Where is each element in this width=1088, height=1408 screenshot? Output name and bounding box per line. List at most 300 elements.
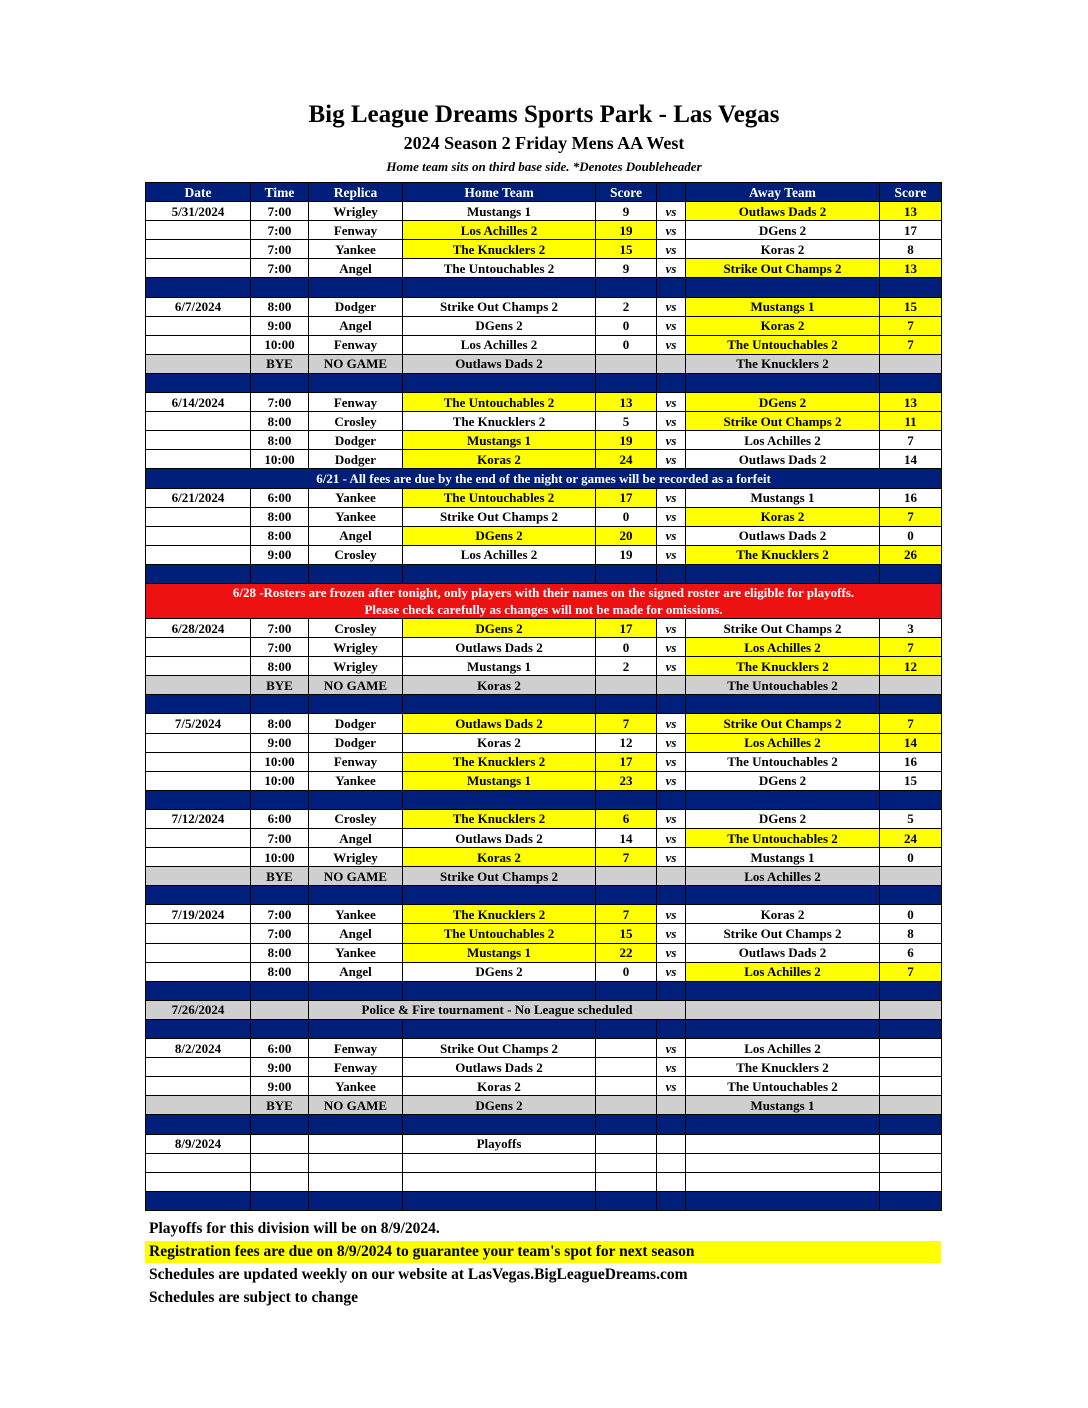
game-time: 7:00 [251,905,309,924]
separator-cell [657,790,686,809]
separator-cell [686,790,880,809]
game-time: BYE [251,354,309,373]
game-time: 8:00 [251,714,309,733]
game-field: Fenway [309,221,403,240]
home-team: Koras 2 [403,733,596,752]
empty-cell [657,1134,686,1153]
separator-cell [251,373,309,392]
game-row [146,848,942,867]
vs-label: vs [657,618,686,637]
schedule-table [145,182,942,1211]
game-row [146,202,942,221]
separator-cell [146,278,251,297]
away-team: Koras 2 [686,240,880,259]
separator-cell [596,790,657,809]
roster-alert [146,583,942,618]
away-team: Outlaws Dads 2 [686,943,880,962]
home-team: DGens 2 [403,618,596,637]
game-date [146,676,251,695]
game-time: 8:00 [251,297,309,316]
game-row [146,488,942,507]
separator-cell [251,981,309,1000]
game-date: 8/9/2024 [146,1134,251,1153]
home-score: 24 [596,450,657,469]
separator-cell [657,695,686,714]
away-score: 15 [880,297,942,316]
empty-cell [251,1153,309,1172]
separator-cell [403,886,596,905]
game-field: Wrigley [309,848,403,867]
game-field: Dodger [309,733,403,752]
game-time: 9:00 [251,1077,309,1096]
away-team: The Knucklers 2 [686,545,880,564]
game-field: Wrigley [309,638,403,657]
game-row [146,638,942,657]
separator-cell [309,1191,403,1210]
vs-label: vs [657,924,686,943]
away-score: 14 [880,450,942,469]
away-score: 8 [880,924,942,943]
away-team: Strike Out Champs 2 [686,924,880,943]
separator-row [146,981,942,1000]
game-field: Dodger [309,431,403,450]
separator-cell [251,1115,309,1134]
separator-cell [657,1019,686,1038]
game-field: Dodger [309,714,403,733]
home-team: Los Achilles 2 [403,545,596,564]
game-field: Crosley [309,618,403,637]
empty-cell [657,1096,686,1115]
game-row [146,316,942,335]
game-date [146,848,251,867]
separator-row [146,790,942,809]
empty-cell [251,1172,309,1191]
vs-label: vs [657,905,686,924]
home-score: 2 [596,297,657,316]
game-row [146,412,942,431]
game-row [146,240,942,259]
game-date [146,354,251,373]
game-date [146,526,251,545]
away-team: Los Achilles 2 [686,962,880,981]
game-field: Yankee [309,943,403,962]
vs-label: vs [657,507,686,526]
separator-cell [596,1191,657,1210]
home-score [596,1058,657,1077]
separator-row [146,695,942,714]
empty-cell [596,1172,657,1191]
home-team: DGens 2 [403,962,596,981]
game-field: Angel [309,526,403,545]
game-date [146,924,251,943]
away-team: DGens 2 [686,393,880,412]
home-score: 7 [596,848,657,867]
fee-notice: 6/21 - All fees are due by the end of the night or games will be recorded as a forfeit [146,469,942,488]
vs-label: vs [657,714,686,733]
home-score: 15 [596,240,657,259]
col-away-score: Score [880,183,942,202]
game-field: Crosley [309,545,403,564]
empty-cell [596,1134,657,1153]
empty-cell [657,676,686,695]
bye-team: Strike Out Champs 2 [403,867,596,886]
bye-team: Mustangs 1 [686,1096,880,1115]
separator-cell [146,1115,251,1134]
separator-cell [596,695,657,714]
home-team: Los Achilles 2 [403,335,596,354]
separator-row [146,1115,942,1134]
game-field: NO GAME [309,354,403,373]
away-team: Mustangs 1 [686,848,880,867]
separator-cell [657,981,686,1000]
home-score: 9 [596,202,657,221]
vs-label: vs [657,202,686,221]
separator-cell [309,981,403,1000]
separator-cell [309,564,403,583]
separator-cell [657,1115,686,1134]
home-score: 23 [596,771,657,790]
separator-cell [596,981,657,1000]
home-score: 2 [596,657,657,676]
separator-row [146,1191,942,1210]
separator-cell [309,886,403,905]
home-score: 13 [596,393,657,412]
separator-cell [880,695,942,714]
separator-cell [403,790,596,809]
game-field: Wrigley [309,657,403,676]
home-team: Strike Out Champs 2 [403,507,596,526]
game-row [146,297,942,316]
vs-label: vs [657,431,686,450]
playoff-label: Playoffs [403,1134,596,1153]
separator-cell [880,1019,942,1038]
vs-label: vs [657,526,686,545]
vs-label: vs [657,829,686,848]
game-row [146,1039,942,1058]
home-score: 12 [596,733,657,752]
home-score: 7 [596,905,657,924]
separator-cell [251,564,309,583]
separator-cell [880,981,942,1000]
game-time: 7:00 [251,618,309,637]
playoff-row [146,1134,942,1153]
separator-cell [686,1115,880,1134]
away-team: Strike Out Champs 2 [686,618,880,637]
game-time: 7:00 [251,829,309,848]
game-date [146,412,251,431]
away-score: 16 [880,752,942,771]
roster-alert-line1: 6/28 -Rosters are frozen after tonight, only players with their names on the signed roster are eligible for playoffs. [232,584,855,600]
home-score: 0 [596,507,657,526]
game-time: 6:00 [251,1039,309,1058]
vs-label: vs [657,259,686,278]
game-date [146,450,251,469]
empty-cell [880,867,942,886]
away-score: 17 [880,221,942,240]
separator-cell [146,373,251,392]
away-score: 15 [880,771,942,790]
game-time: 10:00 [251,771,309,790]
game-date [146,962,251,981]
vs-label: vs [657,240,686,259]
game-row [146,259,942,278]
game-time: 10:00 [251,848,309,867]
separator-cell [596,1019,657,1038]
away-score: 7 [880,431,942,450]
game-date [146,1058,251,1077]
away-team: DGens 2 [686,771,880,790]
vs-label: vs [657,638,686,657]
away-score: 7 [880,962,942,981]
separator-cell [309,1115,403,1134]
game-row [146,657,942,676]
vs-label: vs [657,316,686,335]
blank-row [146,1172,942,1191]
game-row [146,809,942,828]
home-score: 17 [596,488,657,507]
game-row [146,924,942,943]
separator-cell [880,790,942,809]
game-time: 7:00 [251,202,309,221]
game-time: 8:00 [251,507,309,526]
game-time: 8:00 [251,657,309,676]
away-team: Strike Out Champs 2 [686,412,880,431]
separator-cell [403,564,596,583]
separator-cell [403,1115,596,1134]
home-score: 0 [596,962,657,981]
home-score: 15 [596,924,657,943]
home-score [596,1039,657,1058]
home-score: 17 [596,618,657,637]
game-row [146,526,942,545]
away-team: Strike Out Champs 2 [686,714,880,733]
game-field: Angel [309,316,403,335]
game-row [146,905,942,924]
away-team: Outlaws Dads 2 [686,202,880,221]
game-time: 7:00 [251,638,309,657]
home-team: Outlaws Dads 2 [403,1058,596,1077]
game-date [146,335,251,354]
game-date [146,638,251,657]
separator-cell [686,1019,880,1038]
notice-row [146,469,942,488]
home-score: 0 [596,638,657,657]
game-date: 6/21/2024 [146,488,251,507]
vs-label: vs [657,809,686,828]
away-team: Mustangs 1 [686,488,880,507]
game-date: 8/2/2024 [146,1039,251,1058]
game-time: BYE [251,867,309,886]
game-date [146,943,251,962]
empty-cell [880,354,942,373]
separator-cell [596,564,657,583]
separator-cell [403,278,596,297]
home-score: 0 [596,335,657,354]
game-time: 8:00 [251,943,309,962]
home-team: Koras 2 [403,450,596,469]
away-score [880,1039,942,1058]
page-title: Big League Dreams Sports Park - Las Vegas [308,101,780,128]
col-home-team: Home Team [403,183,596,202]
game-row [146,733,942,752]
game-time: 6:00 [251,488,309,507]
game-time: 8:00 [251,962,309,981]
game-time: 9:00 [251,733,309,752]
col-home-score: Score [596,183,657,202]
home-team: Strike Out Champs 2 [403,297,596,316]
schedule-body [146,202,942,1211]
separator-row [146,373,942,392]
game-row [146,507,942,526]
vs-label: vs [657,943,686,962]
vs-label: vs [657,412,686,431]
game-date [146,221,251,240]
game-field: Yankee [309,488,403,507]
game-date: 6/14/2024 [146,393,251,412]
away-score: 0 [880,526,942,545]
away-team: The Untouchables 2 [686,829,880,848]
away-score: 11 [880,412,942,431]
empty-cell [657,1172,686,1191]
empty-cell [657,354,686,373]
separator-cell [880,1191,942,1210]
game-date: 5/31/2024 [146,202,251,221]
away-team: Los Achilles 2 [686,1039,880,1058]
game-field: Angel [309,259,403,278]
game-row [146,431,942,450]
home-team: Koras 2 [403,848,596,867]
separator-row [146,564,942,583]
page-subtitle: 2024 Season 2 Friday Mens AA West [403,133,685,153]
away-team: Koras 2 [686,507,880,526]
game-time: 9:00 [251,1058,309,1077]
game-time: BYE [251,1096,309,1115]
empty-cell [880,1172,942,1191]
separator-row [146,1019,942,1038]
game-date [146,240,251,259]
separator-cell [657,564,686,583]
bye-row [146,354,942,373]
game-date [146,1096,251,1115]
game-time: 7:00 [251,221,309,240]
home-team: The Untouchables 2 [403,393,596,412]
separator-cell [880,278,942,297]
separator-cell [596,278,657,297]
vs-label: vs [657,545,686,564]
game-date [146,867,251,886]
game-row [146,393,942,412]
home-team: Outlaws Dads 2 [403,714,596,733]
home-score: 14 [596,829,657,848]
separator-cell [146,564,251,583]
separator-cell [686,981,880,1000]
separator-cell [657,373,686,392]
empty-cell [596,1153,657,1172]
away-team: DGens 2 [686,809,880,828]
game-field: Wrigley [309,202,403,221]
away-score: 7 [880,638,942,657]
bye-team: Los Achilles 2 [686,867,880,886]
empty-cell [403,1172,596,1191]
home-team: Strike Out Champs 2 [403,1039,596,1058]
schedule-note: Home team sits on third base side. *Denotes Doubleheader [386,159,702,174]
game-field: Dodger [309,297,403,316]
separator-cell [146,981,251,1000]
game-date [146,431,251,450]
away-score [880,1077,942,1096]
vs-label: vs [657,450,686,469]
home-score: 19 [596,545,657,564]
home-team: Outlaws Dads 2 [403,638,596,657]
game-row [146,1058,942,1077]
empty-cell [251,1134,309,1153]
game-field: Fenway [309,335,403,354]
home-team: The Knucklers 2 [403,752,596,771]
separator-cell [309,278,403,297]
bye-team: Outlaws Dads 2 [403,354,596,373]
empty-cell [657,1153,686,1172]
game-time: 9:00 [251,545,309,564]
game-field: Fenway [309,752,403,771]
bye-row [146,867,942,886]
vs-label: vs [657,335,686,354]
away-score: 13 [880,202,942,221]
separator-cell [251,1191,309,1210]
away-score: 8 [880,240,942,259]
separator-cell [146,695,251,714]
away-score: 7 [880,714,942,733]
home-team: The Knucklers 2 [403,412,596,431]
separator-cell [403,1191,596,1210]
vs-label: vs [657,1058,686,1077]
separator-cell [251,1019,309,1038]
away-team: The Knucklers 2 [686,1058,880,1077]
empty-cell [880,1096,942,1115]
game-date [146,752,251,771]
home-team: Mustangs 1 [403,657,596,676]
empty-cell [309,1134,403,1153]
home-score: 17 [596,752,657,771]
home-team: The Untouchables 2 [403,488,596,507]
home-score: 19 [596,431,657,450]
game-time: 9:00 [251,316,309,335]
game-time: 7:00 [251,240,309,259]
home-team: The Untouchables 2 [403,259,596,278]
away-score: 13 [880,259,942,278]
game-field: Dodger [309,450,403,469]
empty-cell [596,676,657,695]
away-team: The Untouchables 2 [686,752,880,771]
game-time: 8:00 [251,431,309,450]
home-team: Koras 2 [403,1077,596,1096]
footer-website: Schedules are updated weekly on our website at LasVegas.BigLeagueDreams.com [149,1266,688,1283]
game-date [146,316,251,335]
home-team: The Knucklers 2 [403,809,596,828]
home-score: 0 [596,316,657,335]
away-score: 16 [880,488,942,507]
empty-cell [596,867,657,886]
away-team: Los Achilles 2 [686,733,880,752]
game-row [146,221,942,240]
away-score: 13 [880,393,942,412]
away-team: Outlaws Dads 2 [686,450,880,469]
game-date: 7/26/2024 [146,1000,251,1019]
home-score: 9 [596,259,657,278]
vs-label: vs [657,848,686,867]
game-field: Yankee [309,905,403,924]
separator-cell [309,373,403,392]
vs-label: vs [657,1039,686,1058]
